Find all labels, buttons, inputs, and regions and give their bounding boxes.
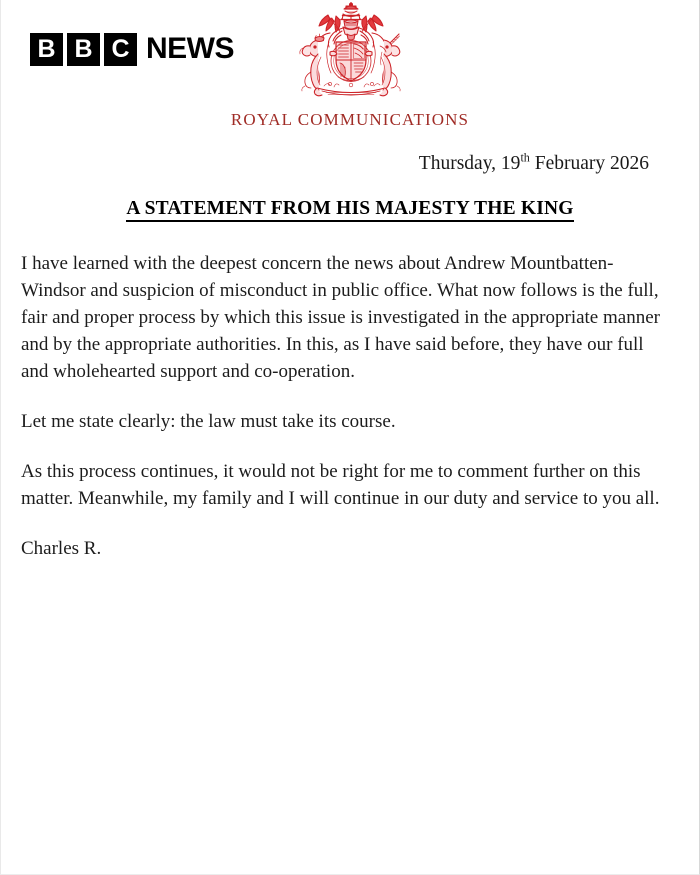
statement-date xyxy=(21,152,679,176)
document-body xyxy=(21,152,679,563)
date-month-year-part: February 2026 xyxy=(529,153,649,174)
signature: Charles R. xyxy=(21,538,102,560)
bbc-logo-block-b1: B xyxy=(30,33,63,66)
date-day-part: Thursday, 19 xyxy=(418,153,521,174)
page-title-text: A STATEMENT FROM HIS MAJESTY THE KING xyxy=(126,198,573,222)
masthead xyxy=(1,0,699,150)
bbc-logo-block-b2: B xyxy=(67,33,100,66)
bbc-logo-block-c: C xyxy=(104,33,137,66)
royal-communications-heading: ROYAL COMMUNICATIONS xyxy=(230,110,470,129)
date-ordinal-suffix: th xyxy=(520,150,530,165)
statement-paragraph-2: Let me state clearly: the law must take its course. xyxy=(21,411,396,433)
page-title xyxy=(21,198,679,221)
statement-paragraph-3: As this process continues, it would not be right for me to comment further on this matter. Meanwhile, my family and I will continue in our duty and service to you all. xyxy=(21,461,660,510)
statement-text xyxy=(21,251,679,563)
royal-coat-of-arms-icon xyxy=(284,2,418,104)
bbc-news-wordmark: NEWS xyxy=(146,32,234,65)
statement-paragraph-1: I have learned with the deepest concern the news about Andrew Mountbatten-Windsor and suspicion of misconduct in public office. What now follows is the full, fair and proper process by which this issue is investigated in the appropriate manner and by the appropriate authorities. In this, as I have said before, they have our full and wholehearted support and co-operation. xyxy=(21,253,660,383)
bbc-news-logo xyxy=(30,32,234,66)
